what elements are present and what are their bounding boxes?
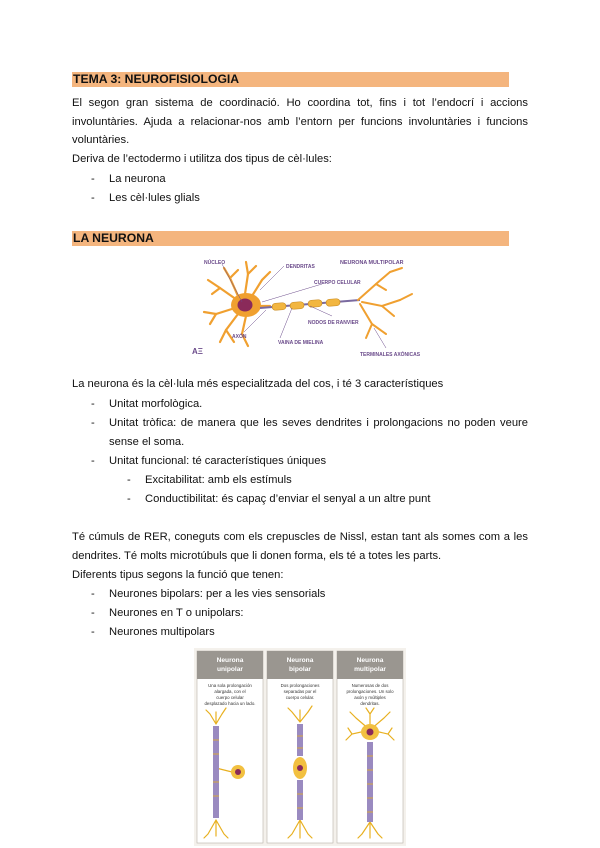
col-desc: cuerpo celular. [285,695,315,700]
col-desc: Numerosas de dos [351,683,389,688]
bullet-item-continuation: sense el soma. [109,436,185,448]
label-nucleo: NÚCLEO [204,260,226,266]
subbullet-dash: - [127,474,131,486]
neurona-paragraph: La neurona és la cèl·lula més especialitzada del cos, i té 3 característiques [72,378,444,390]
col-title: Neurona [356,657,384,664]
bullet-item: Neurones multipolars [109,626,215,638]
bullet-item: La neurona [109,173,166,185]
neuron-types-figure [194,648,406,846]
bullet-item: Neurones en T o unipolars: [109,607,244,619]
col-desc: cuerpo celular [216,695,244,700]
section-heading-tema3 [72,72,509,87]
heading-text: LA NEURONA [73,231,154,245]
col-desc: axón y múltiples [354,695,386,700]
label-terminales: TERMINALES AXÓNICAS [360,352,421,358]
bullet-dash: - [91,417,95,429]
label-cuerpo: CUERPO CELULAR [314,280,361,286]
bullet-item: Les cèl·lules glials [109,192,200,204]
bullet-dash: - [91,626,95,638]
col-subtitle: multipolar [354,666,386,673]
label-nodos: NODOS DE RANVIER [308,320,359,326]
subbullet-item: Conductibilitat: és capaç d’enviar el senyal a un altre punt [145,493,431,505]
col-subtitle: unipolar [216,666,244,673]
label-dendritas: DENDRITAS [286,264,315,270]
heading-text: TEMA 3: NEUROFISIOLOGIA [73,72,240,86]
col-desc: desplazado hacia un lado. [204,701,256,706]
label-axon: AXÓN [232,334,247,340]
col-desc: Una sola prolongación [208,683,252,688]
types-paragraph: Diferents tipus segons la funció que tenen: [72,569,284,581]
col-title: Neurona [216,657,244,664]
intro-paragraph: El segon gran sistema de coordinació. Ho coordina tot, fins i tot l’endocrí i accions involuntàries. Ajuda a relacionar-nos amb l’entorn per funcions involuntàries i funcions voluntàries. [72,97,528,147]
bullet-item: Unitat morfològica. [109,398,203,410]
bullet-item: Unitat tròfica: de manera que les seves dendrites i prolongacions no poden veure [109,417,528,429]
bullet-item: Neurones bipolars: per a les vies sensorials [109,588,326,600]
label-vaina: VAINA DE MIELINA [278,340,324,346]
col-desc: alargada, con el [214,689,246,694]
bullet-dash: - [91,192,95,204]
col-title: Neurona [286,657,314,664]
multipolar-neuron-diagram [190,250,426,362]
publisher-logo: AΞ [192,347,203,356]
bullet-dash: - [91,398,95,410]
nissl-paragraph-line2: dendrites. Té molts microtúbuls que li donen forma, els té a totes les parts. [72,550,442,562]
col-desc: dendritas. [360,701,380,706]
nissl-paragraph-line1: Té cúmuls de RER, coneguts com els crepuscles de Nissl, estan tant als somes com a les [72,531,528,543]
section-heading-neurona [72,231,509,246]
subbullet-item: Excitabilitat: amb els estímuls [145,474,292,486]
col-desc: Dos prolongaciones [280,683,320,688]
col-desc: separadas por el [283,689,317,694]
subbullet-dash: - [127,493,131,505]
origin-paragraph: Deriva de l’ectodermo i utilitza dos tipus de cèl·lules: [72,153,332,165]
figure-title: NEURONA MULTIPOLAR [340,260,404,266]
bullet-dash: - [91,173,95,185]
col-desc: prolongaciones. Un solo [346,689,394,694]
nucleus-shape [238,299,253,312]
col-subtitle: bipolar [289,666,311,673]
bullet-dash: - [91,588,95,600]
bullet-item: Unitat funcional: té característiques úniques [109,455,327,467]
bullet-dash: - [91,455,95,467]
bullet-dash: - [91,607,95,619]
